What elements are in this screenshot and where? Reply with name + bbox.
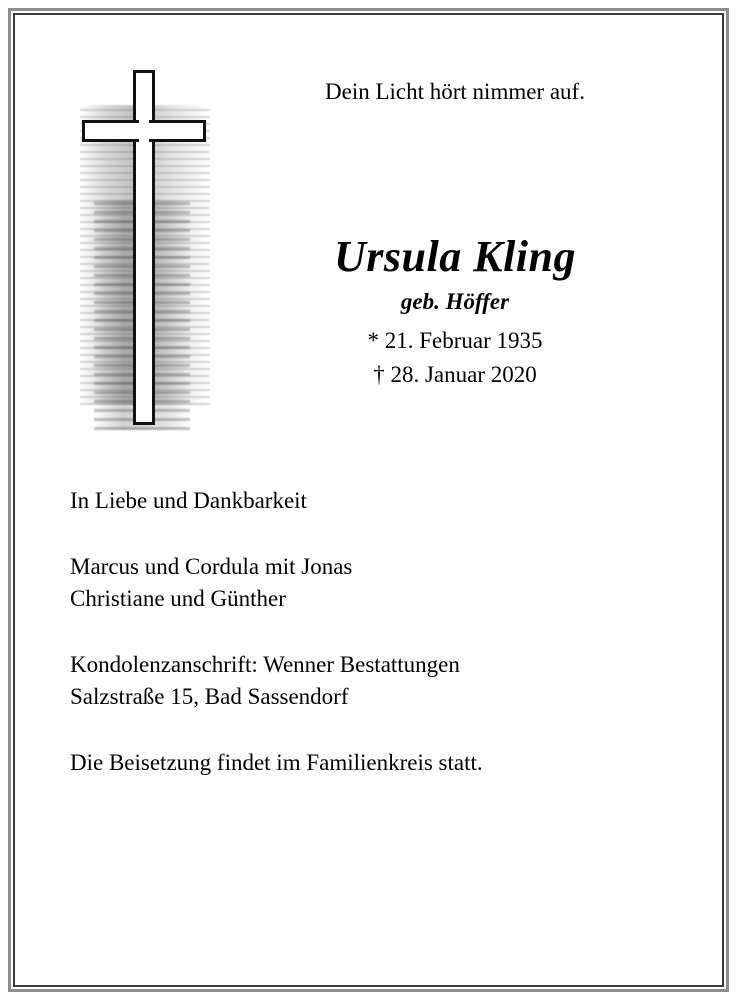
epitaph-text: Dein Licht hört nimmer auf. bbox=[325, 79, 585, 104]
condolence-paragraph bbox=[70, 649, 670, 713]
funeral-note-line: Die Beisetzung findet im Familienkreis statt. bbox=[70, 750, 483, 775]
card-content bbox=[15, 15, 722, 985]
survivor-line: Christiane und Günther bbox=[70, 586, 286, 611]
dedication-paragraph bbox=[70, 485, 670, 517]
maiden-name: geb. Höffer bbox=[400, 289, 510, 314]
death-date: † 28. Januar 2020 bbox=[373, 362, 537, 387]
life-dates bbox=[240, 324, 670, 392]
birth-date: * 21. Februar 1935 bbox=[367, 328, 543, 353]
survivor-line: Marcus und Cordula mit Jonas bbox=[70, 554, 353, 579]
funeral-note-paragraph bbox=[70, 747, 670, 779]
deceased-name: Ursula Kling bbox=[334, 232, 576, 281]
cross-horizontal-inner bbox=[88, 126, 200, 136]
name-block bbox=[240, 230, 670, 392]
survivors-paragraph bbox=[70, 551, 670, 615]
cross-icon bbox=[70, 50, 230, 440]
condolence-line: Kondolenzanschrift: Wenner Bestattungen bbox=[70, 652, 460, 677]
dedication-line: In Liebe und Dankbarkeit bbox=[70, 488, 307, 513]
condolence-line: Salzstraße 15, Bad Sassendorf bbox=[70, 684, 349, 709]
body-text bbox=[70, 485, 670, 813]
